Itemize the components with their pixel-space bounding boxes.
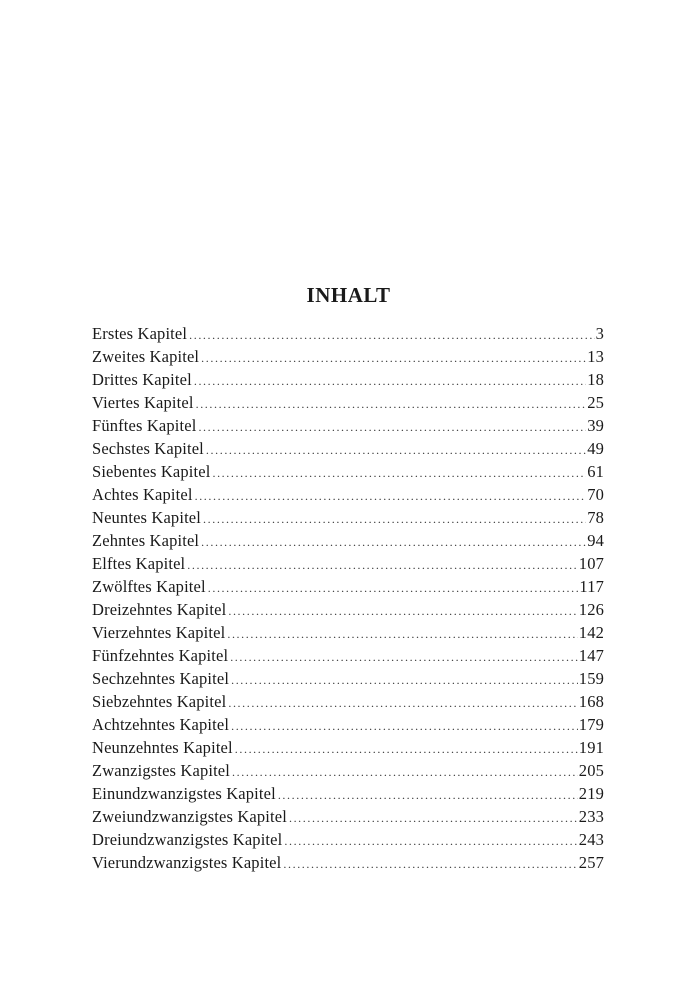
toc-entry-label: Viertes Kapitel [92,393,194,412]
toc-entry-page-number: 117 [579,577,604,596]
toc-entry-page-number: 18 [587,370,604,389]
toc-entry-label: Achtes Kapitel [92,485,193,504]
toc-entry-label: Neunzehntes Kapitel [92,738,233,757]
dot-leader [284,830,577,853]
dot-leader [212,462,586,485]
toc-entry [92,506,604,529]
toc-entry-label: Dreizehntes Kapitel [92,600,227,619]
dot-leader [187,554,578,577]
toc-entry-label: Vierzehntes Kapitel [92,623,226,642]
toc-title: INHALT [306,283,391,307]
dot-leader [196,393,587,416]
toc-entry-label: Vierundzwanzigstes Kapitel [92,853,282,872]
toc-entry [92,644,604,667]
toc-entry-page-number: 107 [578,554,604,573]
toc-entry [92,575,604,598]
toc-entry-label: Siebentes Kapitel [92,462,211,481]
toc-entry-page-number: 168 [578,692,604,711]
toc-entry-page-number: 147 [578,646,604,665]
toc-entry [92,713,604,736]
toc-entry-page-number: 94 [587,531,604,550]
dot-leader [231,669,578,692]
toc-entry-page-number: 39 [587,416,604,435]
toc-entry-page-number: 126 [578,600,604,619]
toc-entry [92,414,604,437]
toc-entry-label: Zweiundzwanzigstes Kapitel [92,807,287,826]
toc-entry [92,805,604,828]
dot-leader [228,692,577,715]
toc-entry-page-number: 25 [587,393,604,412]
toc-entry [92,782,604,805]
toc-entry-page-number: 233 [578,807,604,826]
dot-leader [235,738,578,761]
toc-entry-label: Neuntes Kapitel [92,508,202,527]
dot-leader [203,508,586,531]
toc-entry [92,690,604,713]
toc-entry [92,368,604,391]
toc-entry-page-number: 78 [587,508,604,527]
toc-entry-page-number: 142 [578,623,604,642]
dot-leader [208,577,579,600]
toc-entry-page-number: 257 [578,853,604,872]
dot-leader [278,784,578,807]
toc-entry-page-number: 13 [587,347,604,366]
toc-entry-page-number: 205 [578,761,604,780]
dot-leader [289,807,578,830]
toc-entry-label: Fünftes Kapitel [92,416,197,435]
toc-entry-label: Drittes Kapitel [92,370,192,389]
toc-entry [92,828,604,851]
toc-entry-page-number: 191 [578,738,604,757]
toc-entry-page-number: 159 [578,669,604,688]
dot-leader [195,485,587,508]
toc-list [92,322,604,874]
dot-leader [228,600,577,623]
toc-entry-page-number: 179 [578,715,604,734]
dot-leader [230,646,578,669]
toc-entry-label: Dreiundzwanzigstes Kapitel [92,830,283,849]
toc-entry [92,851,604,874]
dot-leader [201,531,586,554]
dot-leader [194,370,586,393]
toc-entry-label: Fünfzehntes Kapitel [92,646,229,665]
toc-entry [92,621,604,644]
dot-leader [227,623,577,646]
dot-leader [206,439,586,462]
toc-entry-page-number: 219 [578,784,604,803]
dot-leader [231,715,578,738]
toc-entry [92,391,604,414]
dot-leader [189,324,594,347]
dot-leader [201,347,586,370]
toc-entry-label: Zwölftes Kapitel [92,577,206,596]
toc-entry [92,345,604,368]
dot-leader [198,416,586,439]
toc-entry [92,460,604,483]
toc-entry-label: Erstes Kapitel [92,324,188,343]
toc-entry-label: Zweites Kapitel [92,347,200,366]
toc-entry-label: Achtzehntes Kapitel [92,715,230,734]
toc-entry [92,759,604,782]
toc-entry [92,437,604,460]
dot-leader [232,761,578,784]
toc-entry-label: Elftes Kapitel [92,554,186,573]
toc-entry-label: Siebzehntes Kapitel [92,692,227,711]
toc-entry-page-number: 61 [587,462,604,481]
toc-entry [92,552,604,575]
toc-entry-label: Sechstes Kapitel [92,439,204,458]
toc-entry [92,667,604,690]
toc-entry [92,736,604,759]
toc-entry-page-number: 49 [587,439,604,458]
dot-leader [283,853,577,876]
toc-entry-label: Sechzehntes Kapitel [92,669,230,688]
toc-entry [92,322,604,345]
toc-entry-label: Zwanzigstes Kapitel [92,761,231,780]
toc-entry [92,598,604,621]
toc-entry [92,529,604,552]
toc-entry-page-number: 70 [587,485,604,504]
toc-entry [92,483,604,506]
toc-entry-page-number: 243 [578,830,604,849]
toc-entry-label: Zehntes Kapitel [92,531,200,550]
toc-entry-label: Einundzwanzigstes Kapitel [92,784,276,803]
toc-entry-page-number: 3 [595,324,604,343]
